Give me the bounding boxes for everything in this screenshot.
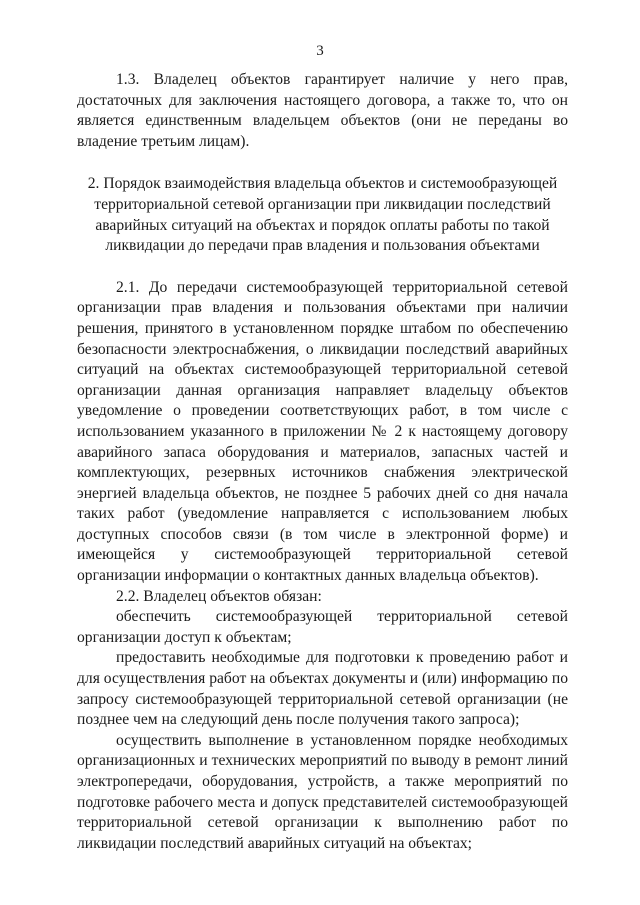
section-2-heading: 2. Порядок взаимодействия владельца объектов и системообразующей территориальной сетевой организации при ликвидации последствий аварийных ситуаций на объектах и порядок оплаты работы по такой ликвидации до передачи прав владения и пользования объектами bbox=[87, 175, 558, 255]
clause-2-2-item: обеспечить системообразующей территориальной сетевой организации доступ к объектам; bbox=[77, 608, 568, 646]
document-body bbox=[77, 70, 568, 854]
page-number: 3 bbox=[316, 43, 324, 59]
clause-2-2-intro: 2.2. Владелец объектов обязан: bbox=[116, 587, 322, 605]
clause-2-1: 2.1. До передачи системообразующей территориальной сетевой организации прав владения и пользования объектами при наличии решения, принятого в установленном порядке штабом по обеспечению безопасности электроснабжения, о ликвидации последствий аварийных ситуаций на объектах системообразующей территориальной сетевой организации данная организация направляет владельцу объектов уведомление о проведении соответствующих работ, в том числе с использованием указанного в приложении № 2 к настоящему договору аварийного запаса оборудования и материалов, запасных частей и комплектующих, резервных источников снабжения электрической энергией владельца объектов, не позднее 5 рабочих дней со дня начала таких работ (уведомление направляется с использованием любых доступных способов связи (в том числе в электронной форме) и имеющейся у системообразующей территориальной сетевой организации информации о контактных данных владельца объектов). bbox=[77, 278, 568, 585]
clause-2-2-item: осуществить выполнение в установленном порядке необходимых организационных и технических мероприятий по выводу в ремонт линий электропередачи, оборудования, устройств, а также мероприятий по подготовке рабочего места и допуск представителей системообразующей территориальной сетевой организации к выполнению работ по ликвидации последствий аварийных ситуаций на объектах; bbox=[77, 731, 568, 852]
clause-2-2-item: предоставить необходимые для подготовки к проведению работ и для осуществления работ на объектах документы и (или) информацию по запросу системообразующей территориальной сетевой организации (не позднее чем на следующий день после получения такого запроса); bbox=[77, 649, 568, 729]
clause-1-3: 1.3. Владелец объектов гарантирует наличие у него прав, достаточных для заключения настоящего договора, а также то, что он является единственным владельцем объектов (они не переданы во владение третьим лицам). bbox=[77, 71, 568, 150]
